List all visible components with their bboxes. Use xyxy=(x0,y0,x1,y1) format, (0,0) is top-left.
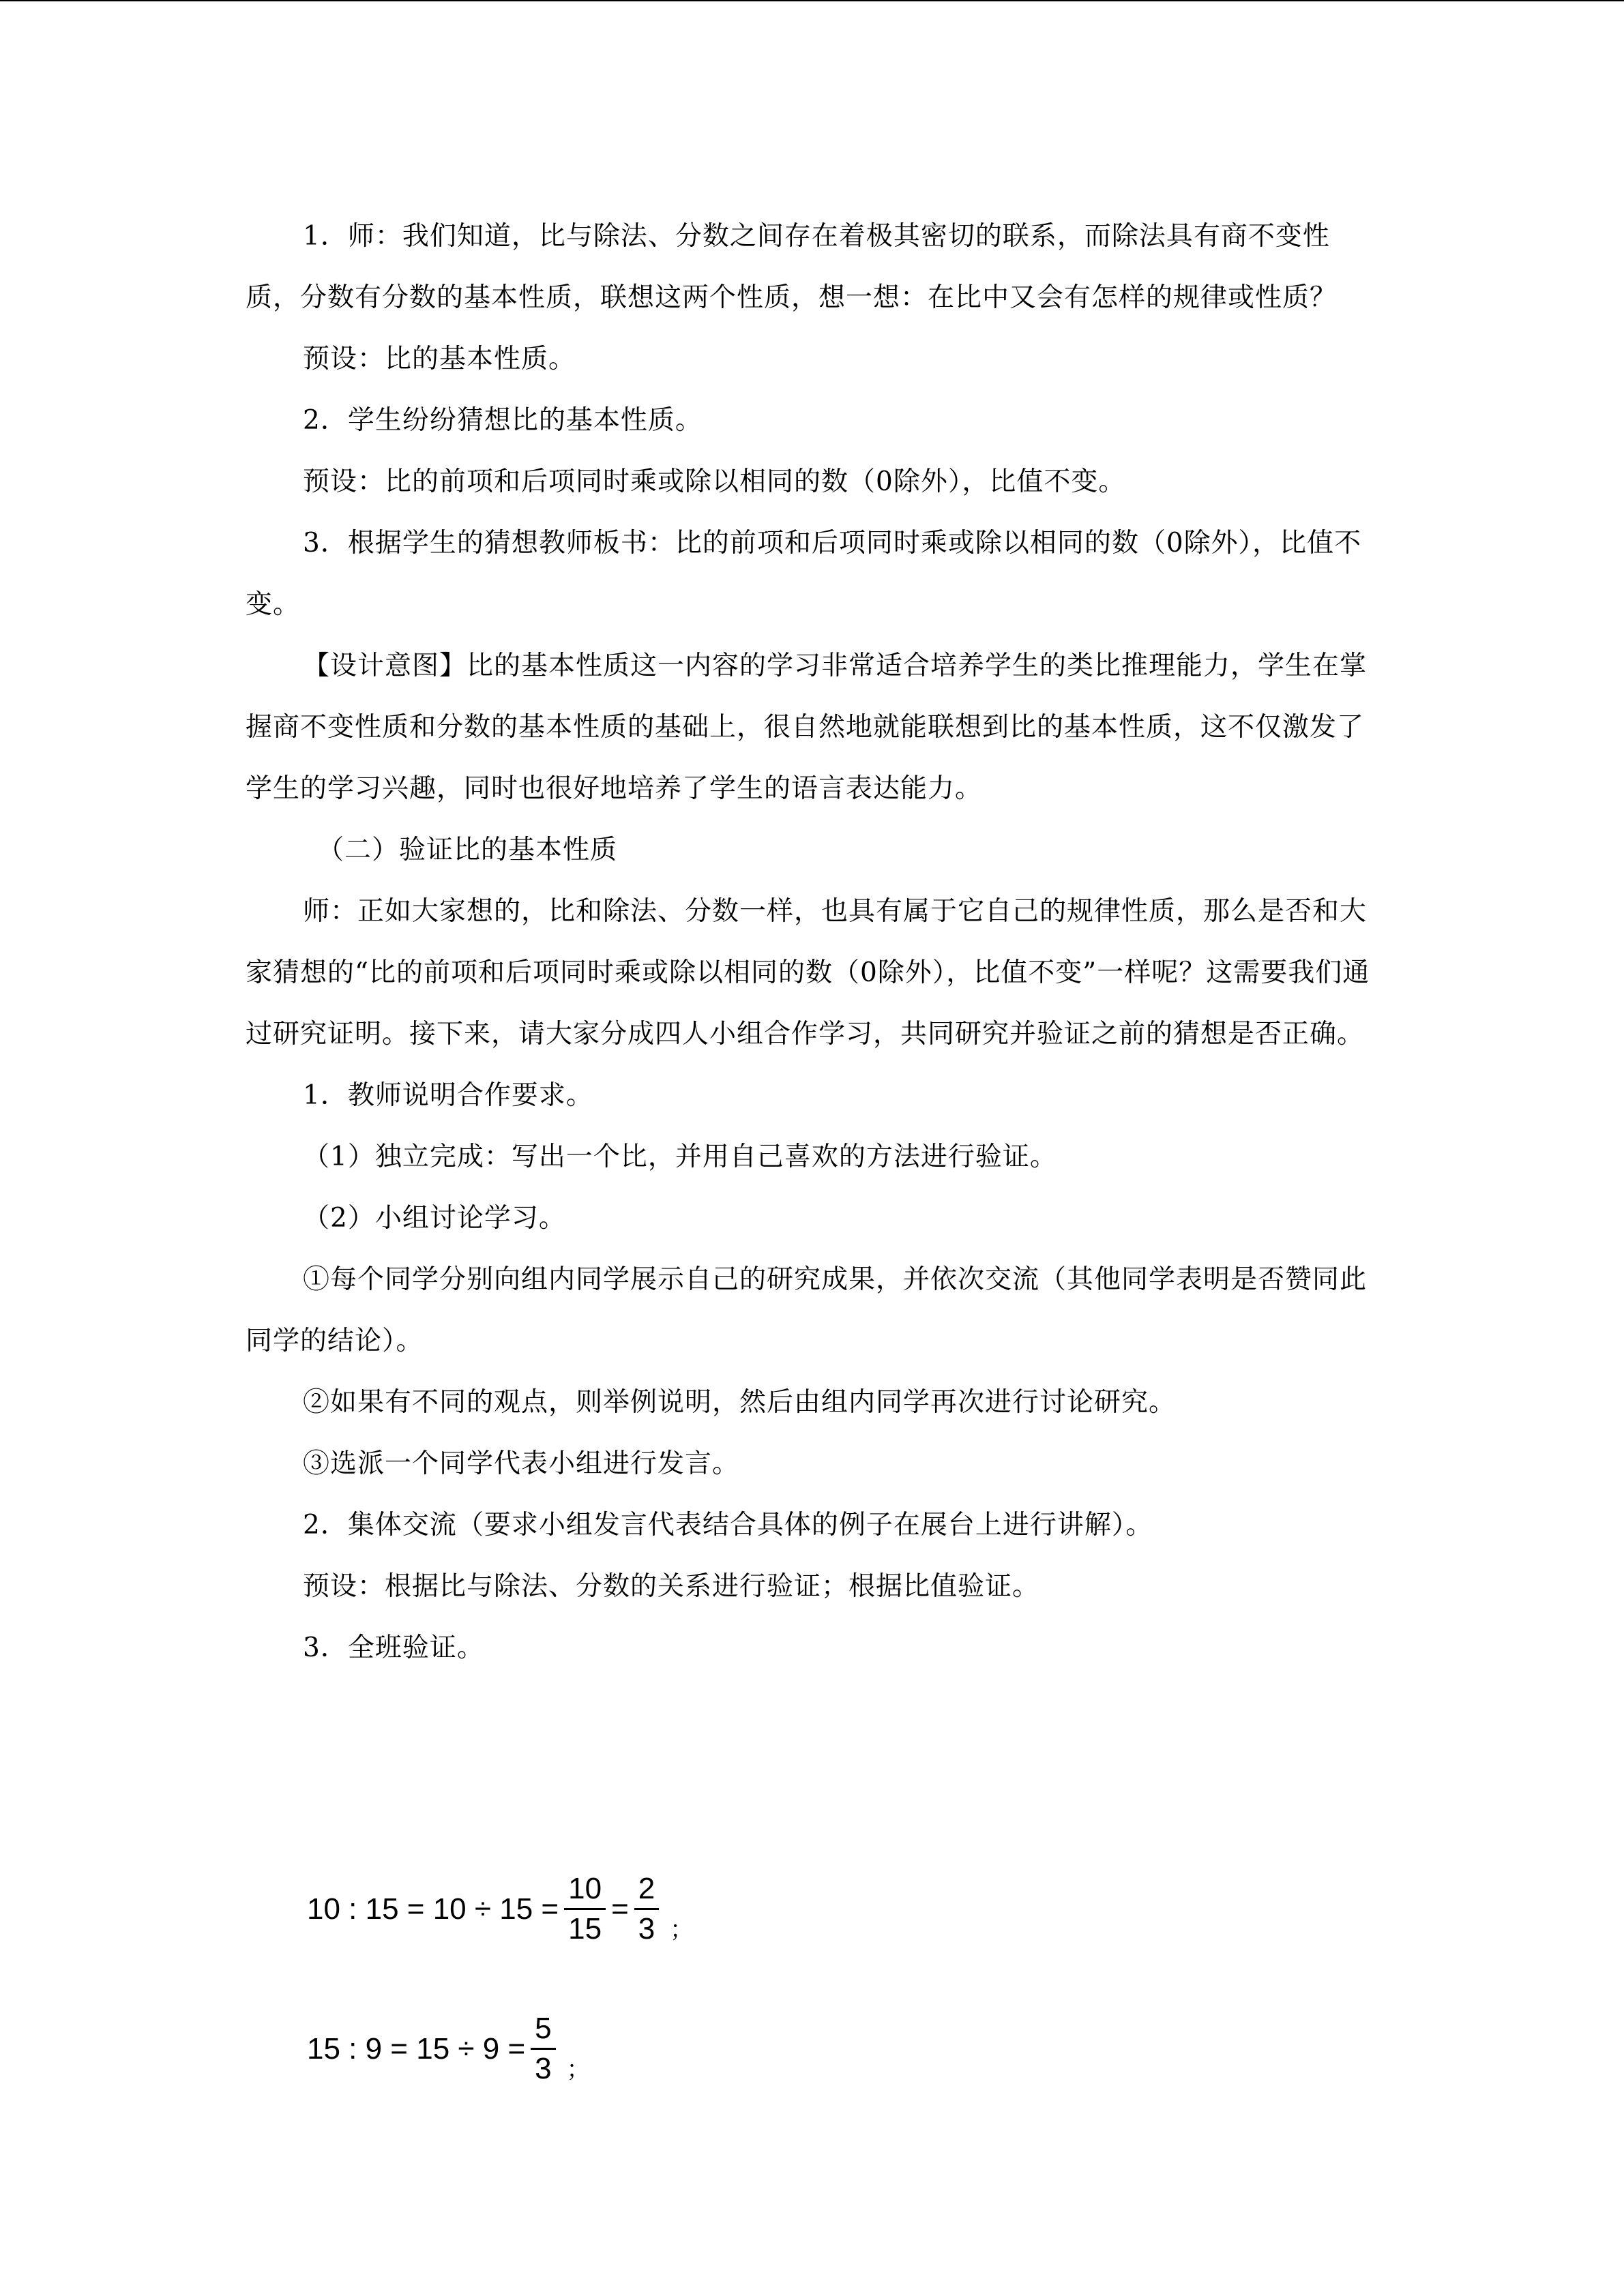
formula-2-prefix: 15 : 9 = 15 ÷ 9 = xyxy=(307,2031,526,2066)
paragraph-item-circled-1: ①每个同学分别向组内同学展示自己的研究成果，并依次交流（其他同学表明是否赞同此同学的结论）。 xyxy=(246,1264,1368,1356)
formula-1-fraction-a-numerator: 10 xyxy=(564,1870,606,1910)
formula-10-to-15 xyxy=(306,1870,693,1948)
formula-1-fraction-b-numerator: 2 xyxy=(634,1870,659,1910)
paragraph-cooperation-requirements: 1．教师说明合作要求。 xyxy=(303,1080,593,1111)
paragraph-preset-2: 预设：比的前项和后项同时乘或除以相同的数（0除外），比值不变。 xyxy=(303,466,1126,497)
formula-1-fraction-a xyxy=(564,1870,606,1948)
paragraph-requirement-2: （2）小组讨论学习。 xyxy=(303,1203,566,1234)
paragraph-preset-3: 预设：根据比与除法、分数的关系进行验证；根据比值验证。 xyxy=(303,1571,1040,1602)
paragraph-step-3: 3．根据学生的猜想教师板书：比的前项和后项同时乘或除以相同的数（0除外），比值不变。 xyxy=(246,528,1362,620)
paragraph-item-circled-2: ②如果有不同的观点，则举例说明，然后由组内同学再次进行讨论研究。 xyxy=(303,1387,1177,1418)
formula-2-fraction-denominator: 3 xyxy=(535,2052,552,2085)
formula-1-fraction-b xyxy=(634,1870,659,1948)
paragraph-preset-1: 预设：比的基本性质。 xyxy=(303,344,576,374)
paragraph-item-circled-3: ③选派一个同学代表小组进行发言。 xyxy=(303,1448,740,1479)
formula-1-semicolon: ； xyxy=(670,1916,694,1943)
formula-1-prefix: 10 : 15 = 10 ÷ 15 = xyxy=(307,1892,559,1926)
paragraph-teacher-intro: 师：正如大家想的，比和除法、分数一样，也具有属于它自己的规律性质，那么是否和大家猜想的“比的前项和后项同时乘或除以相同的数（0除外），比值不变”一样呢？这需要我们通过研究证明。接下来，请大家分成四人小组合作学习，共同研究并验证之前的猜想是否正确。 xyxy=(246,896,1370,1049)
document-body xyxy=(246,206,1378,1679)
formula-1-fraction-a-denominator: 15 xyxy=(568,1912,602,1945)
paragraph-teacher-question: 1．师：我们知道，比与除法、分数之间存在着极其密切的联系，而除法具有商不变性质，分数有分数的基本性质，联想这两个性质，想一想：在比中又会有怎样的规律或性质？ xyxy=(246,221,1338,313)
paragraph-step-2: 2．学生纷纷猜想比的基本性质。 xyxy=(303,405,703,436)
formula-2-fraction xyxy=(531,2010,555,2088)
section-heading-verify: （二）验证比的基本性质 xyxy=(317,835,618,865)
paragraph-group-exchange: 2．集体交流（要求小组发言代表结合具体的例子在展台上进行讲解）。 xyxy=(303,1510,1153,1540)
paragraph-class-verify: 3．全班验证。 xyxy=(303,1632,484,1663)
formula-2-fraction-numerator: 5 xyxy=(531,2010,555,2050)
formula-2-semicolon: ； xyxy=(566,2056,590,2083)
formula-15-to-9 xyxy=(306,2010,590,2088)
formula-1-fraction-b-denominator: 3 xyxy=(638,1912,655,1945)
paragraph-requirement-1: （1）独立完成：写出一个比，并用自己喜欢的方法进行验证。 xyxy=(303,1142,1057,1172)
formula-1-equals: = xyxy=(611,1892,629,1926)
paragraph-design-intent: 【设计意图】比的基本性质这一内容的学习非常适合培养学生的类比推理能力，学生在掌握商不变性质和分数的基本性质的基础上，很自然地就能联想到比的基本性质，这不仅激发了学生的学习兴趣，同时也很好地培养了学生的语言表达能力。 xyxy=(246,651,1368,804)
